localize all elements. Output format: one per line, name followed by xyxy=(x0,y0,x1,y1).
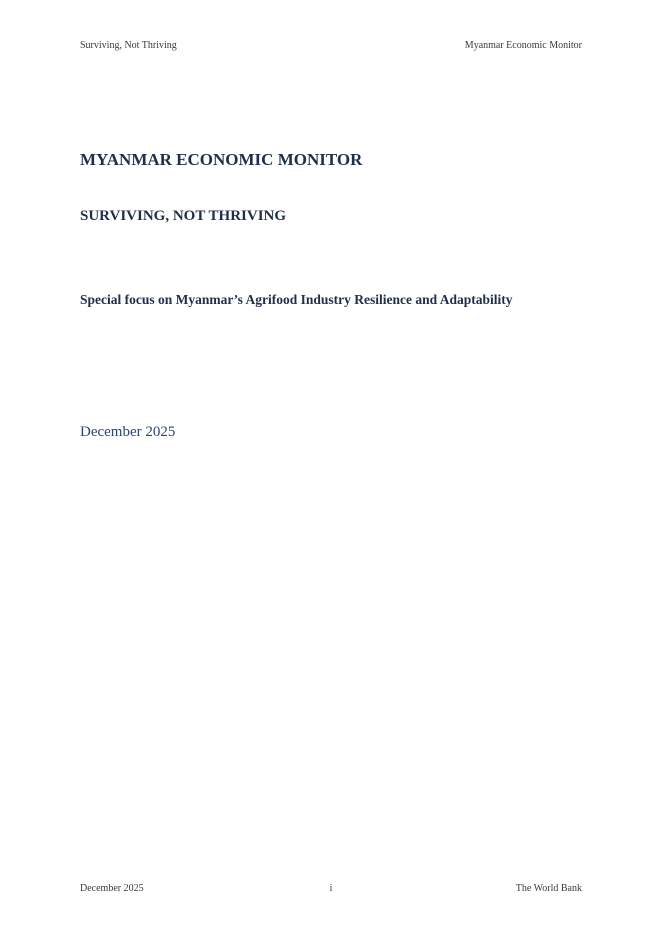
header-right-text: Myanmar Economic Monitor xyxy=(464,40,582,51)
report-title: MYANMAR ECONOMIC MONITOR xyxy=(80,150,363,169)
page-number: i xyxy=(329,883,333,894)
header-left-text: Surviving, Not Thriving xyxy=(80,40,177,51)
footer-publisher: The World Bank xyxy=(515,883,582,894)
footer-date: December 2025 xyxy=(80,883,144,894)
publication-date: December 2025 xyxy=(80,424,176,440)
special-focus-title: Special focus on Myanmar’s Agrifood Industry Resilience and Adaptability xyxy=(80,292,513,307)
running-header xyxy=(80,40,582,51)
running-footer xyxy=(80,883,582,894)
report-subtitle: SURVIVING, NOT THRIVING xyxy=(80,208,287,224)
